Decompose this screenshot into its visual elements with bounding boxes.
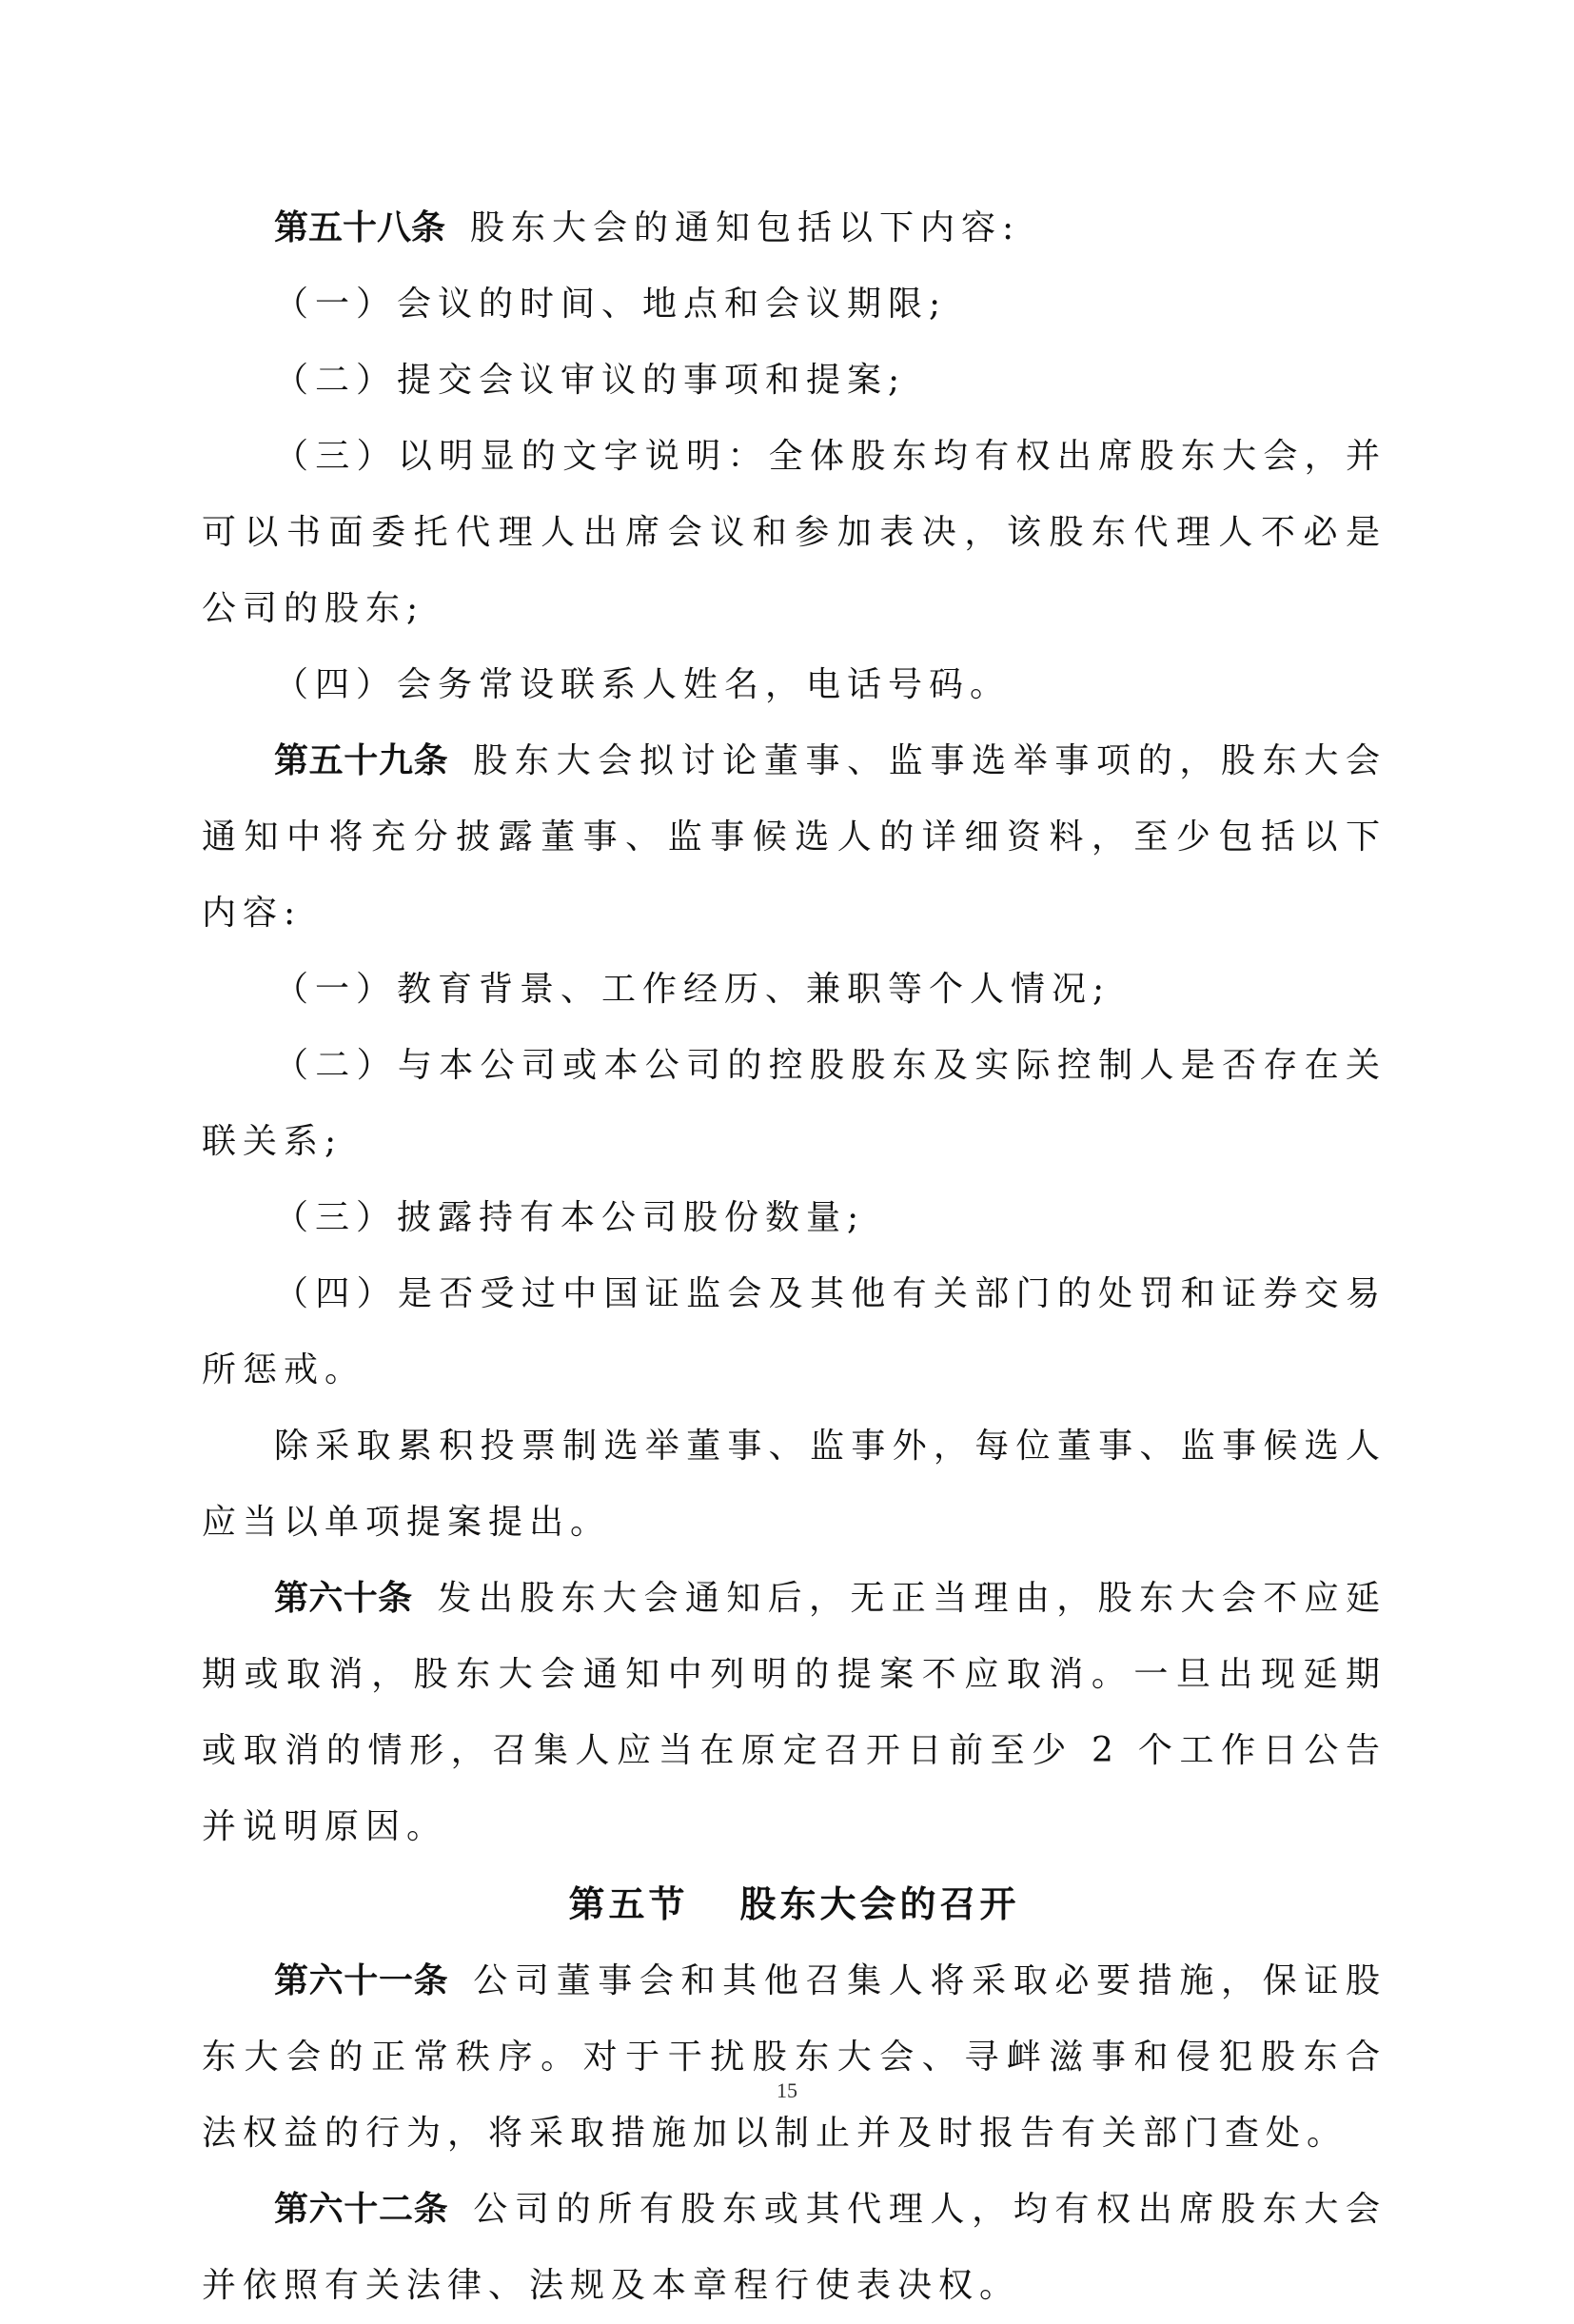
article-59-item-2: （二）与本公司或本公司的控股股东及实际控制人是否存在关联关系; xyxy=(202,1046,1387,1161)
article-61-label: 第六十一条 xyxy=(274,1961,449,2000)
section-title: 股东大会的召开 xyxy=(739,1883,1020,1925)
article-59-item-3: （三）披露持有本公司股份数量; xyxy=(274,1198,866,1237)
article-58-item-2: （二）提交会议审议的事项和提案; xyxy=(274,361,907,400)
article-59-item-1: （一）教育背景、工作经历、兼职等个人情况; xyxy=(274,970,1112,1009)
article-58-text: 股东大会的通知包括以下内容: xyxy=(470,208,1021,247)
section-number: 第五节 xyxy=(568,1883,689,1925)
article-59-item-4: （四）是否受过中国证监会及其他有关部门的处罚和证券交易所惩戒。 xyxy=(202,1274,1387,1389)
article-61-paragraph xyxy=(202,1943,1387,2172)
article-59-label: 第五十九条 xyxy=(274,741,449,780)
article-62-label: 第六十二条 xyxy=(274,2190,449,2229)
page-number: 15 xyxy=(777,2078,797,2102)
article-60-paragraph xyxy=(202,1561,1387,1865)
article-59-text: 股东大会拟讨论董事、监事选举事项的，股东大会通知中将充分披露董事、监事候选人的详细资料，至少包括以下内容: xyxy=(202,741,1387,933)
article-58-item-4: （四）会务常设联系人姓名，电话号码。 xyxy=(274,665,1012,704)
section-heading xyxy=(202,1871,1387,1938)
article-58-paragraph xyxy=(202,190,1387,266)
article-59-closing: 除采取累积投票制选举董事、监事外，每位董事、监事候选人应当以单项提案提出。 xyxy=(202,1427,1387,1542)
article-62-text: 公司的所有股东或其代理人，均有权出席股东大会并依照有关法律、法规及本章程行使表决权。 xyxy=(202,2190,1387,2305)
page-content xyxy=(202,190,1387,2324)
article-59-paragraph xyxy=(202,723,1387,952)
article-58-item-3: （三）以明显的文字说明：全体股东均有权出席股东大会，并可以书面委托代理人出席会议和参加表决，该股东代理人不必是公司的股东; xyxy=(202,437,1387,628)
article-60-label: 第六十条 xyxy=(274,1579,413,1618)
article-58-item-1: （一）会议的时间、地点和会议期限; xyxy=(274,285,948,324)
article-61-text: 公司董事会和其他召集人将采取必要措施，保证股东大会的正常秩序。对于干扰股东大会、寻衅滋事和侵犯股东合法权益的行为，将采取措施加以制止并及时报告有关部门查处。 xyxy=(202,1961,1387,2153)
article-58-label: 第五十八条 xyxy=(274,208,446,247)
article-62-paragraph xyxy=(202,2172,1387,2324)
article-60-text: 发出股东大会通知后，无正当理由，股东大会不应延期或取消，股东大会通知中列明的提案不应取消。一旦出现延期或取消的情形，召集人应当在原定召开日前至少 2 个工作日公告并说明原因。 xyxy=(202,1579,1387,1846)
